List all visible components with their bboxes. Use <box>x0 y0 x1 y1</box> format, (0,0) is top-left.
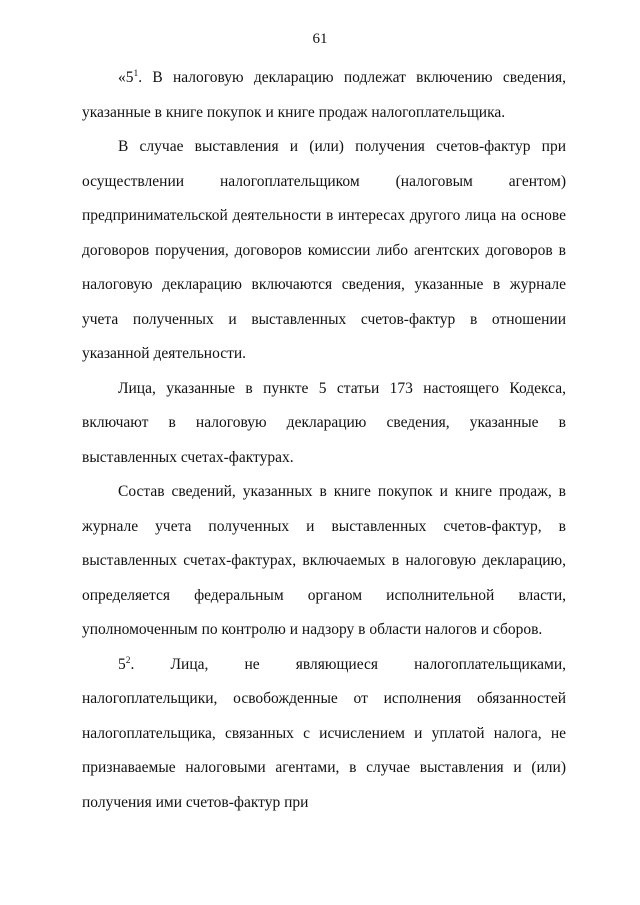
paragraph-composition: Состав сведений, указанных в книге покупок и книге продаж, в журнале учета полученных и выставленных счетов-фактур, в выставленных счетах-фактурах, включаемых в налоговую декларацию, определяется федеральным органом исполнительной власти, уполномоченным по контролю и надзору в области налогов и сборов. <box>82 483 566 638</box>
paragraph-5-1-superscript: 1 <box>133 69 139 79</box>
paragraph-5-1-lead: «5 <box>118 69 134 86</box>
paragraph-5-2-superscript: 2 <box>125 655 131 666</box>
paragraph-5-2 <box>82 648 566 821</box>
paragraph-agent-invoices: В случае выставления и (или) получения счетов-фактур при осуществлении налогоплательщиком (налоговым агентом) предпринимательской деятельности в интересах другого лица на основе договоров поручения, договоров комиссии либо агентских договоров в налоговую декларацию включаются сведения, указанные в журнале учета полученных и выставленных счетов-фактур в отношении указанной деятельности. <box>82 138 566 362</box>
paragraph-article-173: Лица, указанные в пункте 5 статьи 173 настоящего Кодекса, включают в налоговую декларацию сведения, указанные в выставленных счетах-фактурах. <box>82 379 566 466</box>
paragraph-5-2-text: . Лица, не являющиеся налогоплательщиками, налогоплательщики, освобожденные от исполнения обязанностей налогоплательщика, связанных с исчислением и уплатой налога, не признаваемые налоговыми агентами, в случае выставления и (или) получения ими счетов-фактур при <box>82 655 566 811</box>
paragraph-5-1-text: . В налоговую декларацию подлежат включению сведения, указанные в книге покупок и книге продаж налогоплательщика. <box>82 69 566 121</box>
paragraph-5-1 <box>82 61 566 130</box>
document-body <box>82 61 566 820</box>
page-number: 61 <box>312 31 328 47</box>
paragraph-5-2-lead: 5 <box>118 655 126 673</box>
